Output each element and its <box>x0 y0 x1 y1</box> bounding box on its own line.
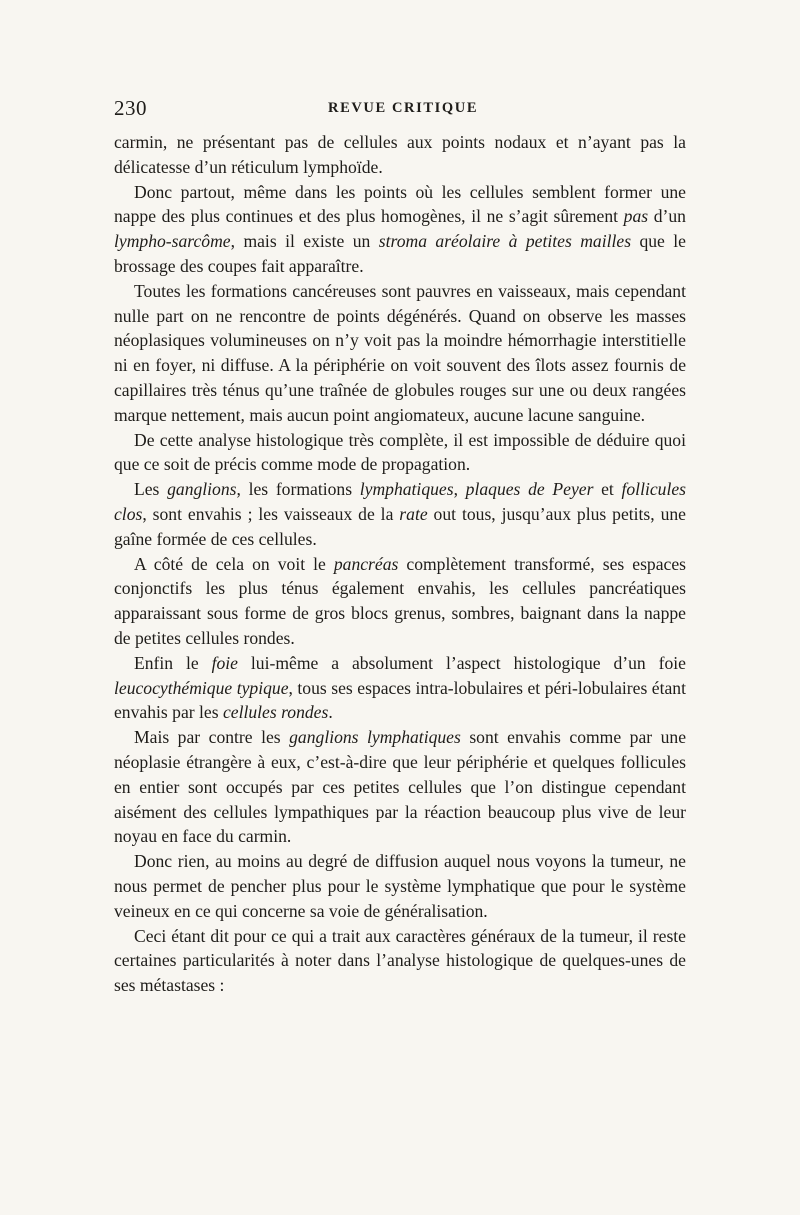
paragraph-4 <box>114 428 686 478</box>
text-run: Ceci étant dit pour ce qui a trait aux caractères généraux de la tumeur, il reste certaines particularités à noter dans l’analyse histologique de quelques-unes de ses métastases : <box>114 925 686 996</box>
italic-run: ganglions lymphatiques <box>289 727 461 748</box>
text-run: Donc partout, même dans les points où les cellules semblent former une nappe des plus continues et des plus homogènes, il ne s’agit sûrement <box>114 181 686 227</box>
text-run: Mais par contre les <box>134 727 290 748</box>
italic-run: lympho-sarcôme <box>114 231 231 252</box>
running-head: REVUE CRITIQUE <box>328 100 479 116</box>
paragraph-8 <box>114 725 686 849</box>
italic-run: follicules clos <box>114 479 686 524</box>
paragraph-1 <box>114 130 686 180</box>
text-run: De cette analyse histologique très complète, il est impossible de déduire quoi que ce soit de précis comme mode de propagation. <box>114 429 686 475</box>
text-run: out tous, jusqu’aux plus petits, une gaîne formée de ces cellules. <box>114 503 686 549</box>
page-number: 230 <box>114 96 147 120</box>
paragraph-5 <box>114 477 686 551</box>
italic-run: pancréas <box>333 553 399 574</box>
text-run: sont envahis comme par une néoplasie étrangère à eux, c’est-à-dire que leur périphérie et quelques follicules en entier sont occupés par ces petites cellules que l’on distingue cependant aisément des cellules lympathiques par la réaction beaucoup plus vive de leur noyau en face du carmin. <box>114 727 687 847</box>
paragraph-3 <box>114 279 686 428</box>
text-run: Les <box>134 479 168 500</box>
text-run: A côté de cela on voit le <box>134 553 334 574</box>
text-run: lui-même a absolument l’aspect histologique d’un foie <box>238 652 686 673</box>
text-run: et <box>593 479 622 500</box>
paragraph-6 <box>114 552 686 651</box>
paragraph-10 <box>114 924 686 998</box>
italic-run: stroma aréolaire à petites mailles <box>378 231 632 252</box>
italic-run: plaques de Peyer <box>465 479 594 500</box>
text-run: complètement transformé, ses espaces conjonctifs les plus ténus également envahis, les cellules pancréatiques apparaissant sous forme de gros blocs grenus, sombres, baignant dans la nappe de petites cellules rondes. <box>114 553 686 648</box>
paragraph-7 <box>114 651 686 725</box>
italic-run: leucocythémique typique <box>114 677 289 698</box>
page-header <box>114 96 684 124</box>
text-run: , <box>453 479 466 500</box>
italic-run: pas <box>623 206 649 227</box>
body-text <box>114 130 686 998</box>
text-run: Enfin le <box>134 652 212 673</box>
text-run: , sont envahis ; les vaisseaux de la <box>142 503 400 524</box>
text-run: carmin, ne présentant pas de cellules aux points nodaux et n’ayant pas la délicatesse d’un réticulum lymphoïde. <box>114 132 686 177</box>
text-run: , les formations <box>236 479 360 500</box>
text-run: d’un <box>648 206 686 227</box>
text-run: que le brossage des coupes fait apparaître. <box>114 231 686 276</box>
paragraph-2 <box>114 180 686 279</box>
italic-run: rate <box>399 503 428 524</box>
italic-run: lymphatiques <box>359 479 454 500</box>
text-run: , tous ses espaces intra-lobulaires et péri-lobulaires étant envahis par les <box>114 677 686 723</box>
text-run: , mais il existe un <box>230 231 379 252</box>
paragraph-9 <box>114 849 686 923</box>
italic-run: ganglions <box>167 479 237 500</box>
text-run: Toutes les formations cancéreuses sont pauvres en vaisseaux, mais cependant nulle part on ne rencontre de points dégénérés. Quand on observe les masses néoplasiques volumineuses on n’y voit pas la moindre hémorrhagie interstitielle ni en foyer, ni diffuse. A la périphérie on voit souvent des îlots assez fournis de capillaires très ténus qu’une traînée de globules rouges sur une ou deux rangées marque nettement, mais aucun point angiomateux, aucune lacune sanguine. <box>114 280 686 425</box>
text-run: . <box>328 702 333 723</box>
italic-run: cellules rondes <box>222 702 329 723</box>
text-run: Donc rien, au moins au degré de diffusion auquel nous voyons la tumeur, ne nous permet de pencher plus pour le système lymphatique que pour le système veineux en ce qui concerne sa voie de généralisation. <box>114 851 686 921</box>
italic-run: foie <box>211 652 238 673</box>
